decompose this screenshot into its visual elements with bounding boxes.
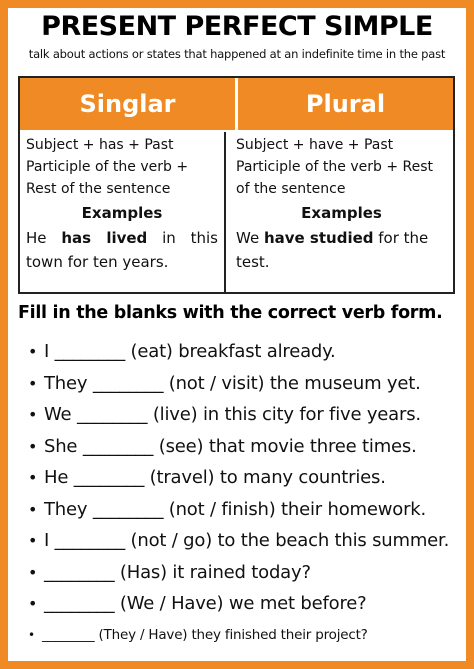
- exercise-item: [28, 525, 468, 557]
- bullet-icon: •: [28, 531, 38, 550]
- plural-rule-line: of the sentence: [236, 181, 346, 197]
- singular-rule-line: Rest of the sentence: [26, 181, 171, 197]
- singular-rule-line: Participle of the verb +: [26, 159, 189, 175]
- bullet-icon: •: [28, 405, 38, 424]
- plural-rule-line: Subject + have + Past: [236, 137, 394, 153]
- bullet-icon: •: [28, 499, 38, 519]
- exercise-text: I ________ (eat) breakfast already.: [44, 341, 336, 362]
- example-text: We: [236, 229, 264, 247]
- bullet-icon: •: [28, 436, 38, 456]
- plural-header: Plural: [238, 78, 453, 130]
- grammar-table: [18, 76, 455, 294]
- example-text: in this town for ten years.: [26, 229, 218, 271]
- singular-examples-label: Examples: [81, 204, 163, 222]
- exercise-text: They ________ (not / finish) their homework.: [44, 498, 427, 520]
- plural-rule-line: Participle of the verb + Rest: [236, 159, 433, 175]
- plural-examples-label: Examples: [301, 204, 382, 222]
- exercise-text: I ________ (not / go) to the beach this summer.: [44, 530, 450, 551]
- plural-example: [236, 226, 447, 274]
- exercise-item: [28, 557, 468, 589]
- exercise-text: We ________ (live) in this city for five years.: [44, 404, 421, 425]
- table-header-row: [20, 78, 453, 130]
- exercise-item: [28, 336, 468, 368]
- exercise-item: [28, 462, 468, 494]
- example-text: for the test.: [236, 229, 429, 271]
- singular-header: Singlar: [20, 78, 238, 130]
- exercise-item: [28, 399, 468, 431]
- page-subtitle: talk about actions or states that happened at an indefinite time in the past: [28, 47, 446, 61]
- example-verb: have studied: [263, 229, 374, 247]
- plural-column: [226, 132, 453, 292]
- bullet-icon: •: [28, 342, 38, 361]
- example-verb: has lived: [61, 229, 148, 247]
- bullet-icon: •: [28, 468, 38, 487]
- bullet-icon: •: [28, 562, 38, 582]
- exercise-text: ________ (We / Have) we met before?: [44, 593, 367, 614]
- exercise-list: [28, 336, 468, 651]
- exercise-item: [28, 588, 468, 620]
- exercise-text: ________ (They / Have) they finished their project?: [42, 626, 368, 643]
- exercise-text: He ________ (travel) to many countries.: [44, 467, 386, 488]
- exercise-text: They ________ (not / visit) the museum yet.: [44, 372, 421, 394]
- example-text: He: [26, 229, 62, 247]
- bullet-icon: •: [28, 594, 38, 613]
- exercise-item: [28, 431, 468, 463]
- exercise-item: [28, 620, 468, 652]
- exercise-instructions: Fill in the blanks with the correct verb form.: [18, 303, 443, 323]
- singular-example: [26, 226, 218, 274]
- exercise-item: [28, 494, 468, 526]
- exercise-item: [28, 368, 468, 400]
- exercise-text: ________ (Has) it rained today?: [44, 561, 311, 583]
- exercise-text: She ________ (see) that movie three times.: [44, 435, 417, 457]
- page-title: PRESENT PERFECT SIMPLE: [41, 11, 433, 42]
- bullet-icon: •: [28, 373, 38, 393]
- bullet-icon: •: [28, 627, 35, 642]
- singular-rule-line: Subject + has + Past: [26, 137, 174, 153]
- singular-column: [20, 132, 226, 292]
